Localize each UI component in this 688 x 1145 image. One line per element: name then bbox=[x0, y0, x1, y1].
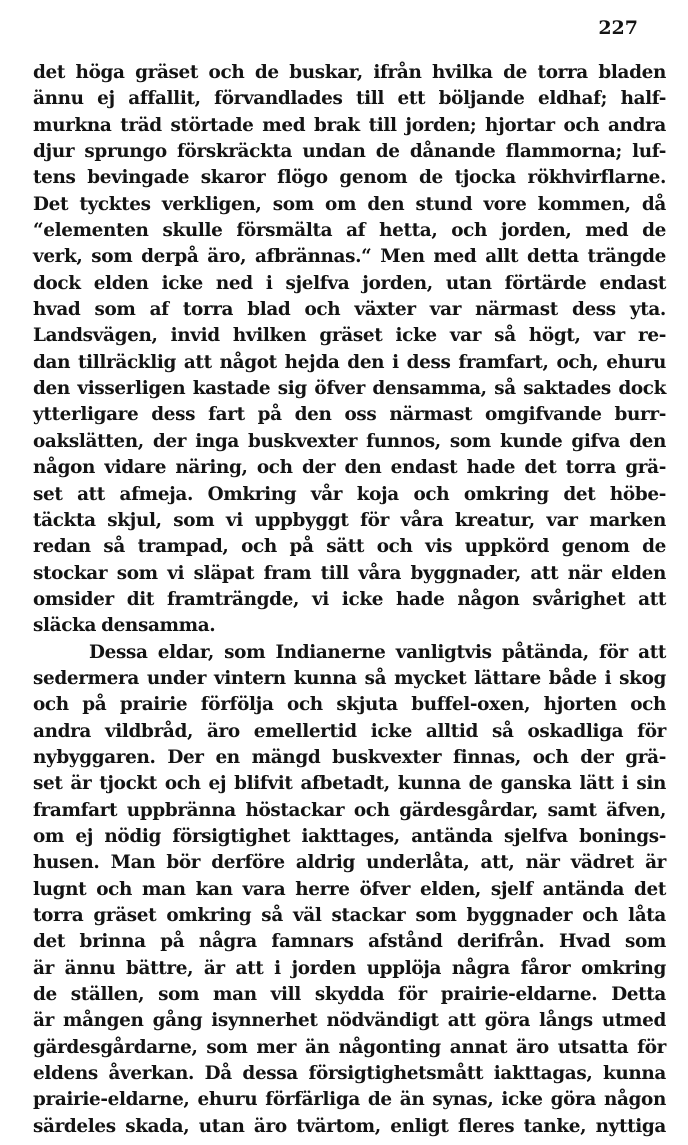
text-line: ytterligare dess fart på den oss närmast omgifvande burr- bbox=[33, 404, 666, 426]
text-line: hvad som af torra blad och växter var närmast dess yta. bbox=[33, 299, 666, 321]
text-line: Landsvägen, invid hvilken gräset icke var så högt, var re- bbox=[33, 325, 666, 347]
text-line: tens bevingade skaror flögo genom de tjocka rökhvirflarne. bbox=[33, 167, 666, 189]
text-line: set att afmeja. Omkring vår koja och omkring det höbe- bbox=[33, 483, 666, 505]
text-line: eldens åverkan. Då dessa försigtighetsmått iakttagas, kunna bbox=[33, 1063, 666, 1085]
text-line: “elementen skulle försmälta af hetta, och jorden, med de bbox=[33, 220, 666, 242]
page-number: 227 bbox=[598, 17, 638, 39]
text-line: det brinna på några famnars afstånd derifrån. Hvad som bbox=[33, 931, 666, 953]
text-line: oakslätten, der inga buskvexter funnos, som kunde gifva den bbox=[33, 430, 666, 452]
text-line: om ej nödig försigtighet iakttages, antända sjelfva bonings- bbox=[33, 825, 666, 847]
text-line: sedermera under vintern kunna så mycket lättare både i skog bbox=[33, 667, 666, 689]
text-line: särdeles skada, utan äro tvärtom, enligt fleres tanke, nyttiga bbox=[33, 1115, 666, 1137]
text-line: någon vidare näring, och der den endast hade det torra grä- bbox=[33, 457, 666, 479]
text-line: de ställen, som man vill skydda för prairie-eldarne. Detta bbox=[33, 984, 666, 1006]
text-line: dock elden icke ned i sjelfva jorden, utan förtärde endast bbox=[33, 272, 666, 294]
text-line: och på prairie förfölja och skjuta buffel-oxen, hjorten och bbox=[33, 694, 666, 716]
text-line: prairie-eldarne, ehuru förfärliga de än synas, icke göra någon bbox=[33, 1089, 666, 1111]
paragraph-first-line: Dessa eldar, som Indianerne vanligtvis påtända, för att bbox=[89, 641, 666, 663]
text-line: det höga gräset och de buskar, ifrån hvilka de torra bladen bbox=[33, 62, 666, 83]
paragraph-last-line: släcka densamma. bbox=[33, 615, 216, 637]
text-line: husen. Man bör derföre aldrig underlåta, att, när vädret är bbox=[33, 852, 666, 874]
text-line: den visserligen kastade sig öfver densamma, så saktades dock bbox=[33, 378, 666, 400]
text-line: gärdesgårdarne, som mer än någonting annat äro utsatta för bbox=[33, 1036, 666, 1058]
text-line: torra gräset omkring så väl stackar som byggnader och låta bbox=[33, 905, 666, 926]
text-line: Det tycktes verkligen, som om den stund vore kommen, då bbox=[33, 193, 666, 215]
text-line: ännu ej affallit, förvandlades till ett böljande eldhaf; half- bbox=[33, 88, 666, 110]
text-line: är ännu bättre, är att i jorden upplöja några fåror omkring bbox=[33, 957, 666, 979]
text-line: täckta skjul, som vi uppbyggt för våra kreatur, var marken bbox=[33, 509, 666, 531]
text-line: djur sprungo förskräckta undan de dånande flammorna; luf- bbox=[33, 141, 666, 163]
body-text bbox=[33, 60, 666, 1140]
text-line: dan tillräcklig att något hejda den i dess framfart, och, ehuru bbox=[33, 351, 666, 373]
text-line: stockar som vi släpat fram till våra byggnader, att när elden bbox=[33, 562, 666, 584]
text-line: murkna träd störtade med brak till jorden; hjortar och andra bbox=[33, 114, 666, 136]
text-line: framfart uppbränna höstackar och gärdesgårdar, samt äfven, bbox=[33, 799, 666, 821]
text-line: är mången gång isynnerhet nödvändigt att göra långs utmed bbox=[33, 1010, 666, 1032]
text-line: lugnt och man kan vara herre öfver elden, sjelf antända det bbox=[33, 878, 666, 900]
text-line: redan så trampad, och på sätt och vis uppkörd genom de bbox=[33, 536, 666, 558]
text-line: omsider dit framträngde, vi icke hade någon svårighet att bbox=[33, 588, 666, 610]
text-line: verk, som derpå äro, afbrännas.“ Men med allt detta trängde bbox=[33, 246, 666, 268]
text-line: set är tjockt och ej blifvit afbetadt, kunna de ganska lätt i sin bbox=[33, 773, 666, 795]
text-line: andra vildbråd, äro emellertid icke alltid så oskadliga för bbox=[33, 720, 666, 742]
text-line: nybyggaren. Der en mängd buskvexter finnas, och der grä- bbox=[33, 746, 666, 768]
